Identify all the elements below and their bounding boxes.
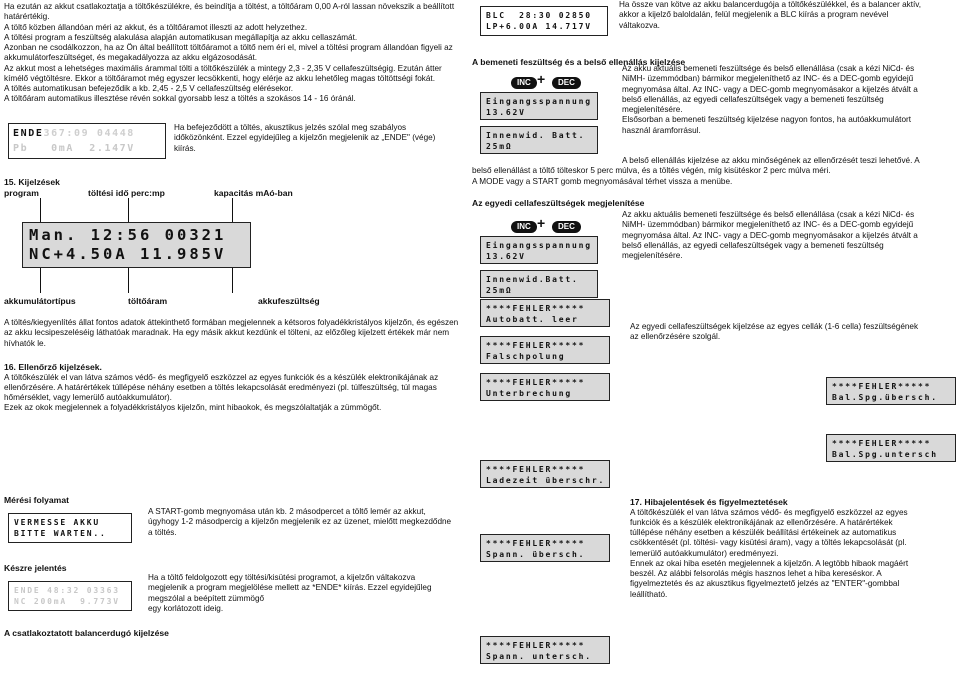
kesz-text-line: megszólal a beépített zümmögő: [148, 593, 265, 603]
bemeneti-text-line: megnyomása által. Az INC- vagy a DEC-gomb megnyomásakor a kijelzés átvált a: [622, 84, 918, 94]
egyedi-text-line: Az akku aktuális bemeneti feszültsége és belső ellenállása (csak a kézi NiCd- és: [622, 210, 915, 219]
section17-line: csökkentését (pl. töltési- vagy kisütési áram), vagy a töltés lekapcsolását (pl.: [630, 538, 907, 548]
meres-display: [8, 513, 132, 543]
intro-line: A töltési program a feszültség alakulása alapján automatikusan megállapítja az akku cellaszámát.: [4, 32, 358, 42]
error-header: ****FEHLER*****: [486, 465, 586, 474]
error-header: ****FEHLER*****: [832, 382, 932, 391]
ende-display: [8, 123, 166, 159]
blc-text-line: Ha össze van kötve az akku balancerdugója a töltőkészülékkel, és a balancer aktív,: [619, 0, 922, 9]
section17-line: Ennek az okai hiba esetén megjelennek a kijelzőn. A legtöbb hibaok magáért: [630, 558, 909, 568]
section17-line: beszél. Az alábbi felsorolás mégis hasznos lehet a hiba kereséskor. A: [630, 569, 882, 579]
main-display-row1: Man. 12:56 00321: [29, 226, 227, 244]
ende-dim-values: 367:09 04448: [43, 128, 135, 139]
error-message: Spann. übersch.: [486, 550, 586, 559]
cell-voltage-display: [480, 236, 598, 264]
blc-text: [619, 0, 957, 31]
capacity-label: kapacitás mAó-ban: [214, 188, 293, 198]
section17-title: 17. Hibajelentések és figyelmeztetések: [630, 497, 788, 507]
error-display-autobatt: [480, 299, 610, 327]
arrow-current: [128, 268, 129, 293]
error-display-ladezeit: [480, 460, 610, 488]
internal-resistance-value: 25mΩ: [486, 142, 513, 151]
dec-button-icon-2: DEC: [552, 221, 581, 233]
section16-line: ellenőrzésére. A határértékek túllépése néhány esetben a töltés lekapcsolását eredményezi (pl. túlfeszültség, túl magas: [4, 382, 437, 392]
blc-display-row2: LP+6.00A 14.717V: [486, 22, 592, 31]
kesz-display-row1: ENDE 48:32 03363: [14, 586, 120, 595]
ende-text-line: Ha befejeződött a töltés, akusztikus jelzés szólal meg szabályos: [174, 123, 407, 132]
bemeneti-text: [622, 64, 957, 136]
kesz-display-row2: NC 200mA 9.773V: [14, 597, 120, 606]
arrow-program: [40, 198, 41, 222]
meres-text-line: a töltés.: [148, 527, 177, 537]
ende-text-line: kiírás.: [174, 143, 196, 153]
cell-resistance-value: 25mΩ: [486, 286, 513, 295]
blc-display: [480, 6, 608, 36]
egyedi-text: [622, 210, 957, 261]
section16-line: hőmérséklet, vagy lemerülő autóakkumulátor).: [4, 393, 172, 403]
intro-line: Azonban ne csodálkozzon, ha az Ön által beállított töltőáramot a töltő nem éri el, mivel a töltési program állandóan figyeli az: [4, 43, 453, 52]
error-message: Falschpolung: [486, 352, 566, 361]
ende-text-line: időközönként. Ezzel egyidejűleg a kijelzőn megjelenik az „ENDE" (vége): [174, 133, 436, 143]
displays-paragraph-line: A töltés/kiegyenlítés állat fontos adatok áttekinthető formában megjelennek a kétsoros folyadékkristályos kijelzőn, és egészen: [4, 318, 459, 327]
ende-dim-row2: Pb 0mA 2.147V: [13, 143, 135, 154]
bemeneti-text2: [472, 156, 957, 187]
error-message: Spann. untersch.: [486, 652, 592, 661]
egyedi-text-line: megjelenítésére.: [622, 251, 683, 260]
charge-current-label: töltőáram: [128, 296, 168, 306]
meres-display-row2: BITTE WARTEN..: [14, 529, 107, 538]
arrow-capacity: [232, 198, 233, 222]
bemeneti-text2-line: A belső ellenállás kijelzése az akku minőségének az ellenőrzését teszi lehetővé. A: [622, 156, 920, 165]
intro-text-block: [4, 2, 474, 105]
intro-line: Az akkut most a lehetséges maximális árammal tölti a töltőkészülék a mintegy 2,3 - 2,35 V cellafeszültségig. Ezután átter: [4, 63, 442, 73]
kesz-text: [148, 573, 468, 614]
kesz-display: [8, 581, 132, 611]
section15-title: [4, 177, 60, 198]
bemeneti-text-line: használ áramforrásul.: [622, 125, 701, 135]
intro-line: akkumulátorfeszültséget, és megakadályozza az akku elgázosodását.: [4, 53, 258, 63]
section16-line: A töltőkészülék el van látva számos védő- és megfigyelő eszközzel az egyes funkciók és a készülék elektronikájának az: [4, 372, 439, 382]
error-display-unterbrechung: [480, 373, 610, 401]
error-display-spann-unter: [480, 636, 610, 664]
egyedi-text-line: NiMH- üzemmódban) bármikor megjeleníthető az INC- és a DEC-gomb egyidejű: [622, 220, 914, 230]
section15-program-label: program: [4, 187, 39, 198]
intro-line: határértékig.: [4, 12, 50, 22]
section17-line: lemerülő autóakkumulátor) eredményezi.: [630, 548, 779, 558]
displays-paragraph-line: hívhatók le.: [4, 338, 46, 348]
blc-display-row1: BLC 28:30 02850: [486, 11, 592, 20]
blc-text-line: akkor a kijelző baloldalán, felül megjelenik a BLC kiírás a program nevével: [619, 10, 889, 20]
error-header: ****FEHLER*****: [486, 341, 586, 350]
input-voltage-label: Eingangsspannung: [486, 97, 592, 106]
arrow-voltage: [232, 268, 233, 293]
inc-button-icon: INC: [511, 77, 537, 89]
cell-voltage-text: [630, 322, 955, 343]
cell-display-label: Eingangsspannung: [486, 241, 592, 250]
bemeneti-text-line: Elsősorban a bemeneti feszültség kijelzése nagyon fontos, ha autóakkumulátort: [622, 115, 912, 125]
error-message: Unterbrechung: [486, 389, 573, 398]
arrow-time: [128, 198, 129, 222]
section17-line: leállítható.: [630, 589, 668, 599]
egyedi-title: Az egyedi cellafeszültségek megjelenítése: [472, 198, 645, 208]
bemeneti-title: A bemeneti feszültség és a belső ellenállás kijelzése: [472, 57, 686, 67]
intro-line: A töltés automatikusan befejeződik a kb. 2,45 - 2,5 V cellafeszültség elérésekor.: [4, 84, 294, 93]
error-display-bal-uber: [826, 377, 956, 405]
intro-line: A töltőáram automatikus illesztése révén sokkal gyorsabb lesz a töltés a szokásos 14 - 16 óránál.: [4, 94, 356, 104]
meres-text-line: A START-gomb megnyomása után kb. 2 másodpercet a töltő lemér az akkut,: [148, 507, 426, 516]
kesz-title: Készre jelentés: [4, 563, 67, 573]
bemeneti-text-line: Az akku aktuális bemeneti feszültsége és belső ellenállása (csak a kézi NiCd- és: [622, 64, 915, 73]
section16-line: Ezek az okok megjelennek a folyadékkristályos kijelzőn, mint hibaokok, és megszólaltatják a zümmögőt.: [4, 403, 382, 413]
internal-resistance-label: Innenwid. Batt.: [486, 131, 586, 140]
cell-resistance-label: Innenwid.Batt.: [486, 275, 579, 284]
section15-title-line: 15. Kijelzések: [4, 177, 60, 187]
error-header: ****FEHLER*****: [486, 304, 586, 313]
error-display-spann-uber: [480, 534, 610, 562]
bemeneti-text-line: megjelenítésére.: [622, 105, 683, 114]
ende-text: [174, 123, 464, 154]
dec-button-icon: DEC: [552, 77, 581, 89]
displays-paragraph-line: az akku lecsipeszeléséig láthatóak maradnak. Ha egy másik akkut kezdünk el tölteni, az előzőleg kijelzett értékek már nem: [4, 328, 450, 338]
meres-text: [148, 507, 468, 538]
error-header: ****FEHLER*****: [486, 641, 586, 650]
input-voltage-value: 13.62V: [486, 108, 526, 117]
meres-title: Mérési folyamat: [4, 495, 69, 505]
balancer-title: A csatlakoztatott balancerdugó kijelzése: [4, 628, 169, 638]
error-message: Ladezeit überschr.: [486, 476, 606, 485]
inc-button-icon-2: INC: [511, 221, 537, 233]
intro-line: kímélő végtöltésre. Ekkor a töltőáramot még egyszer lecsökkenti, hogy elérje az akku lehetőleg magas töltöttségi fokát.: [4, 73, 435, 83]
error-display-bal-unter: [826, 434, 956, 462]
kesz-text-line: Ha a töltő feldolgozott egy töltési/kisütési programot, a kijelzőn váltakozva: [148, 573, 416, 582]
ende-label: ENDE: [13, 128, 44, 139]
main-display-row2: NC+4.50A 11.985V: [29, 245, 227, 263]
bemeneti-text2-line: A MODE vagy a START gomb megnyomásával térhet vissza a menübe.: [472, 176, 733, 186]
cell-resistance-display: [480, 270, 598, 298]
section17-line: túllépése néhány esetben a készülék beállítási értékeinek az automatikus: [630, 528, 897, 538]
battery-type-label: akkumulátortípus: [4, 296, 76, 306]
section17-line: funkciók és a készülék elektronikájának az ellenőrzésére. A határértékek: [630, 517, 893, 527]
section17-line: A töltőkészülék el van látva számos védő- és megfigyelő eszközzel az egyes: [630, 507, 908, 517]
error-header: ****FEHLER*****: [486, 378, 586, 387]
input-voltage-display: [480, 92, 598, 120]
section17-line: figyelmeztetés és az akusztikus figyelmeztető jelzés az "ENTER"-gombbal: [630, 579, 900, 589]
displays-paragraph: [4, 318, 474, 349]
error-header: ****FEHLER*****: [486, 539, 586, 548]
section17: [630, 497, 955, 600]
intro-line: Ha ezután az akkut csatlakoztatja a töltőkészülékre, és beindítja a töltést, a töltőáram 0,00 A-ról lassan növekszik a beállított: [4, 2, 455, 11]
error-message: Autobatt. leer: [486, 315, 579, 324]
bemeneti-text-line: NiMH- üzemmódban) bármikor megjeleníthető az INC- és a DEC-gomb egyidejű: [622, 74, 914, 84]
arrow-battery: [40, 268, 41, 293]
bemeneti-text2-line: belső ellenállást a töltő tölteskor 5 perc múlva, és a töltés végén, míg kisütéskor 2 perc múlva méri.: [472, 166, 831, 176]
blc-text-line: váltakozva.: [619, 20, 660, 30]
error-display-falschpolung: [480, 336, 610, 364]
plus-sign: +: [537, 71, 546, 87]
egyedi-text-line: belső ellenállás, az egyedi cellafeszültségek vagy a bemeneti feszültség: [622, 240, 884, 250]
egyedi-text-line: megnyomása által. Az INC- vagy a DEC-gomb megnyomásakor a kijelzés átvált a: [622, 230, 918, 240]
error-header: ****FEHLER*****: [832, 439, 932, 448]
kesz-text-line: megjelenik a program megjelölése mellett az *ENDE* kiírás. Ezzel egyidejűleg: [148, 583, 432, 593]
section16-title: 16. Ellenőrző kijelzések.: [4, 362, 102, 372]
internal-resistance-display: [480, 126, 598, 154]
bemeneti-text-line: belső ellenállás, az egyedi cellafeszültségek vagy a bemeneti feszültség: [622, 94, 884, 104]
plus-sign-2: +: [537, 215, 546, 231]
battery-voltage-label: akkufeszültség: [258, 296, 320, 306]
intro-line: A töltő közben állandóan méri az akkut, és a töltőáramot illeszti az adott helyzethez.: [4, 22, 308, 32]
meres-text-line: úgyhogy 1-2 másodpercig a kijelzőn megjelenik ez az üzenet, mielőtt megkezdődne: [148, 517, 452, 527]
main-display: [22, 222, 251, 268]
kesz-text-line: egy korlátozott ideig.: [148, 603, 224, 613]
section16: [4, 362, 474, 414]
cell-display-value: 13.62V: [486, 252, 526, 261]
charge-time-label: töltési idő perc:mp: [88, 188, 165, 198]
meres-display-row1: VERMESSE AKKU: [14, 518, 101, 527]
cell-voltage-text-line: az ellenőrzésére szolgál.: [630, 332, 721, 342]
cell-voltage-text-line: Az egyedi cellafeszültségek kijelzése az egyes cellák (1-6 cella) feszültségének: [630, 322, 919, 331]
error-message: Bal.Spg.untersch: [832, 450, 938, 459]
error-message: Bal.Spg.übersch.: [832, 393, 938, 402]
